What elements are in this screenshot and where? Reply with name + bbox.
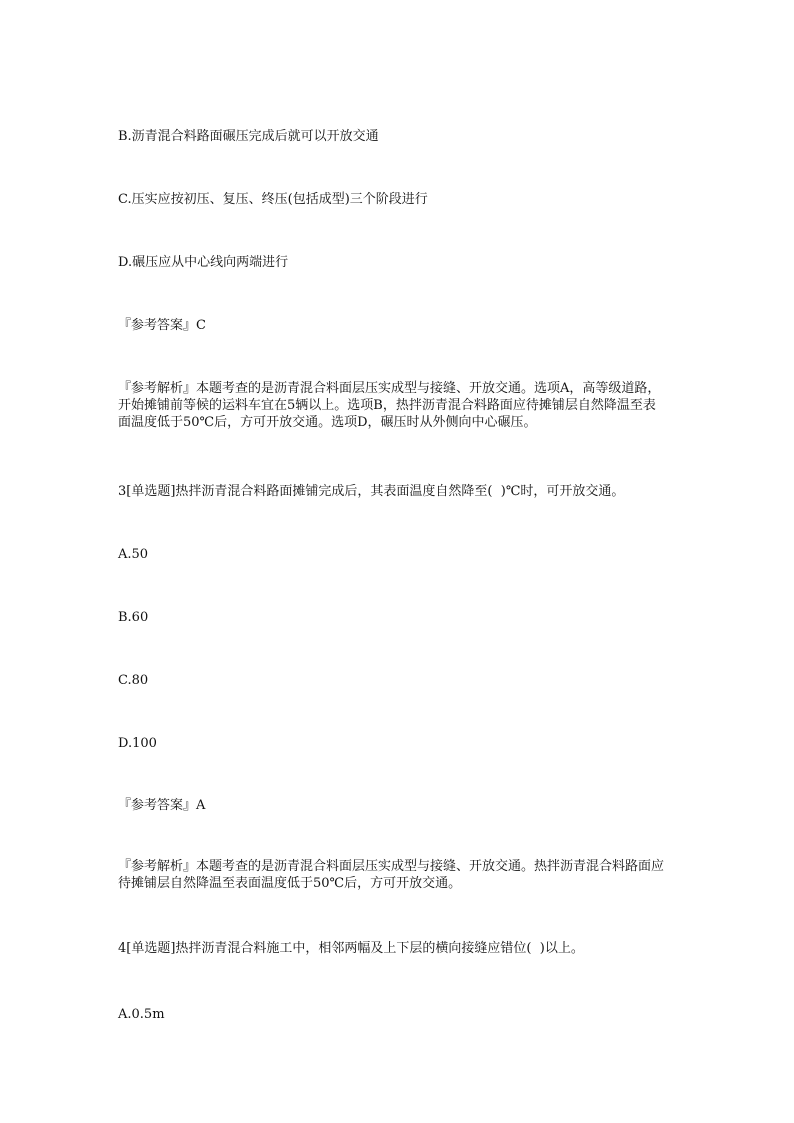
question-3: 3[单选题]热拌沥青混合料路面摊铺完成后，其表面温度自然降至( )℃时，可开放交通。 — [118, 484, 625, 499]
question-3-option-c: C.80 — [118, 673, 149, 688]
question-4: 4[单选题]热拌沥青混合料施工中，相邻两幅及上下层的横向接缝应错位( )以上。 — [118, 941, 584, 956]
question-3-option-b: B.60 — [118, 610, 149, 625]
reference-answer: 『参考答案』C — [118, 318, 206, 333]
question-4-option-a: A.0.5m — [118, 1007, 165, 1022]
question-3-option-a: A.50 — [118, 547, 149, 562]
option-d-text: D.碾压应从中心线向两端进行 — [118, 255, 289, 270]
question-3-reference-answer: 『参考答案』A — [118, 798, 206, 813]
question-3-option-d: D.100 — [118, 736, 157, 751]
option-b-text: B.沥青混合料路面碾压完成后就可以开放交通 — [118, 129, 379, 144]
question-3-reference-analysis: 『参考解析』本题考查的是沥青混合料面层压实成型与接缝、开放交通。热拌沥青混合料路面应待摊铺层自然降温至表面温度低于50℃后，方可开放交通。 — [118, 859, 665, 891]
option-c-text: C.压实应按初压、复压、终压(包括成型)三个阶段进行 — [118, 192, 428, 207]
reference-analysis: 『参考解析』本题考查的是沥青混合料面层压实成型与接缝、开放交通。选项A，高等级道路，开始摊铺前等候的运料车宜在5辆以上。选项B，热拌沥青混合料路面应待摊铺层自然降温至表面温度低于50℃后，方可开放交通。选项D，碾压时从外侧向中心碾压。 — [118, 381, 661, 430]
